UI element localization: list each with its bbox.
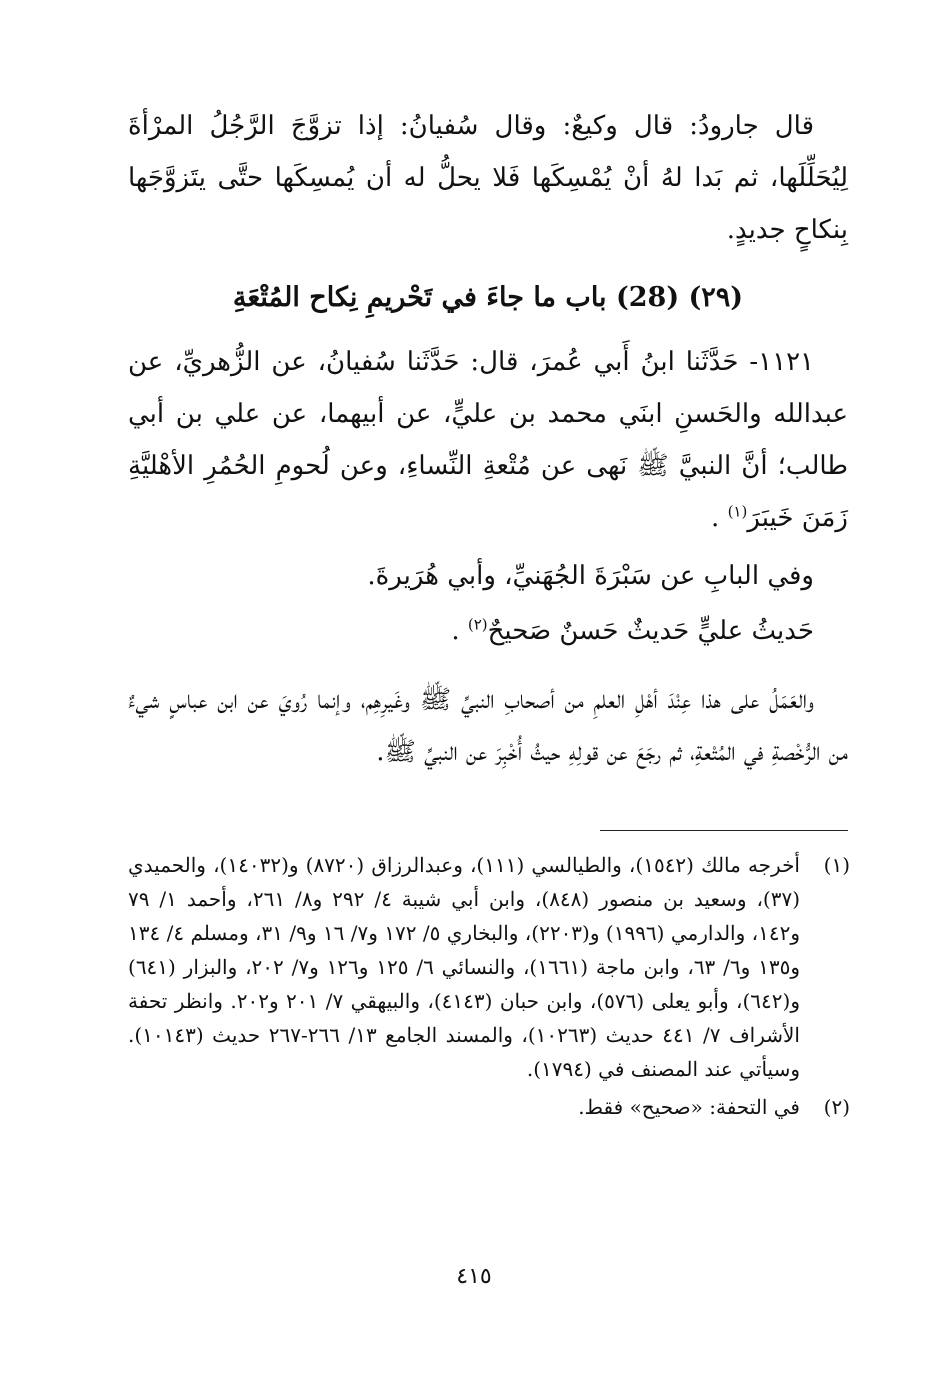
page-number: ٤١٥ xyxy=(456,1264,492,1289)
footnotes-section xyxy=(128,848,850,1128)
opening-paragraph: قال جارودُ: قال وكيعٌ: وقال سُفيانُ: إذا تزوَّجَ الرَّجُلُ المرْأةَ لِيُحَلِّلَها، ثم بَدا لهُ أنْ يُمْسِكَها فَلا يحلُّ له أن يُمسِكَها حتَّى يتَزوَّجَها بِنكاحٍ جديدٍ. xyxy=(128,111,848,245)
chapter-heading: (٢٩) (28) باب ما جاءَ في تَحْريمِ نِكاح المُتْعَةِ xyxy=(232,282,744,313)
grading-paragraph xyxy=(128,605,848,657)
hadith-paragraph xyxy=(128,336,848,544)
bab-paragraph: وفي البابِ عن سَبْرَةَ الجُهَنيِّ، وأبي هُرَيرةَ. xyxy=(367,561,814,591)
footnote-number: (١) xyxy=(823,853,850,877)
footnote-separator xyxy=(600,830,848,831)
hadith-end: . xyxy=(711,503,728,533)
footnote-text: أخرجه مالك (١٥٤٢)، والطيالسي (١١١)، وعبدالرزاق (٨٧٢٠) و(١٤٠٣٢)، والحميدي (٣٧)، وسعيد بن منصور (٨٤٨)، وابن أبي شيبة ٤/ ٢٩٢ و٨/ ٢٦١، وأحمد ١/ ٧٩ و١٤٢، والدارمي (١٩٩٦) و(٢٢٠٣)، والبخاري ٥/ ١٧٢ و٧/ ١٦ و٩/ ٣١، ومسلم ٤/ ١٣٤ و١٣٥ و٦/ ٦٣، وابن ماجة (١٦٦١)، والنسائي ٦/ ١٢٥ و١٢٦ و٧/ ٢٠٢، والبزار (٦٤١) و(٦٤٢)، وأبو يعلى (٥٧٦)، وابن حبان (٤١٤٣)، والبيهقي ٧/ ٢٠١ و٢٠٢. وانظر تحفة الأشراف ٧/ ٤٤١ حديث (١٠٢٦٣)، والمسند الجامع ١٣/ ٢٦٦-٢٦٧ حديث (١٠١٤٣). وسيأتي عند المصنف في (١٧٩٤). xyxy=(128,853,800,1081)
footnote-ref-2[interactable]: (٢) xyxy=(467,615,488,634)
footnote-text: في التحفة: «صحيح» فقط. xyxy=(578,1095,800,1119)
footnote-ref-1[interactable]: (١) xyxy=(727,502,748,521)
practice-paragraph: والعَمَلُ على هذا عِنْدَ أهْلِ العلمِ من أصحابِ النبيِّ ﷺ وغَيرِهِم، وإنما رُويَ عن ابن عباسٍ شيءٌ من الرُّخْصةِ في المُتْعةِ، ثم رجَعَ عن قولِهِ حيثُ أُخْبِرَ عن النبيِّ ﷺ. xyxy=(128,685,848,767)
grading-text: حَديثُ عليٍّ حَديثٌ حَسنٌ صَحيحٌ xyxy=(487,616,814,646)
hadith-text: ١١٢١- حَدَّثَنا ابنُ أَبي عُمرَ، قال: حَدَّثَنا سُفيانُ، عن الزُّهريِّ، عن عبدالله والحَسنِ ابنَي محمد بن عليٍّ، عن أبيهما، عن علي بن أبي طالب؛ أنَّ النبيَّ ﷺ نَهى عن مُتْعةِ النِّساءِ، وعن لُحومِ الحُمُرِ الأهْليَّةِ زَمَنَ خَيبَرَ xyxy=(128,347,848,533)
footnote-1 xyxy=(128,848,850,1086)
footnote-number: (٢) xyxy=(823,1095,850,1119)
grading-end: . xyxy=(451,616,468,646)
footnote-2 xyxy=(128,1090,850,1124)
